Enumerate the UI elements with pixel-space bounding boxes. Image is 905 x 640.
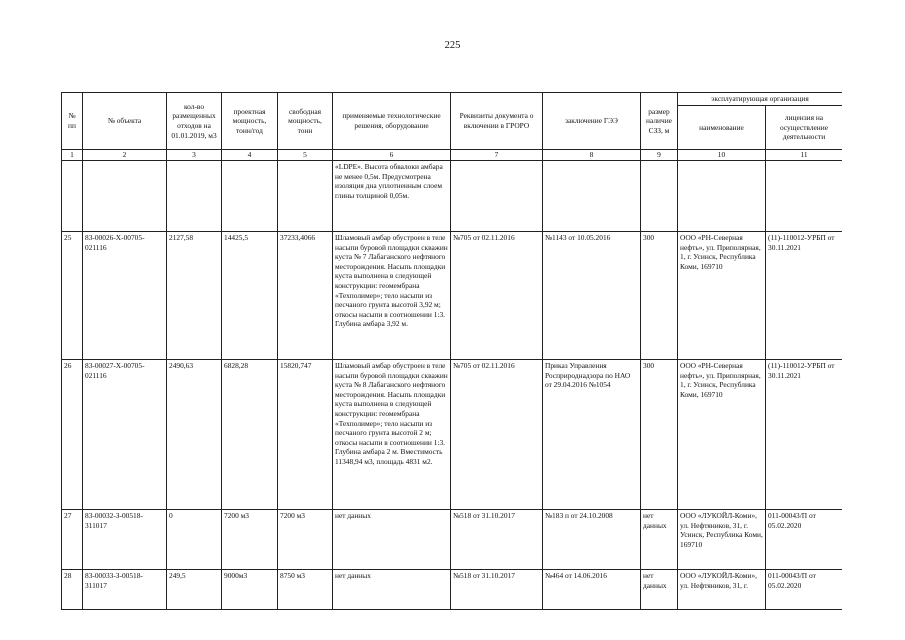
- header-gee: заключение ГЭЭ: [543, 93, 641, 150]
- column-number: 7: [451, 150, 543, 161]
- cell-groro: №705 от 02.11.2016: [451, 360, 543, 510]
- cell-groro: №518 от 31.10.2017: [451, 510, 543, 570]
- cell-license: 011-00043/П от 05.02.2020: [766, 570, 843, 610]
- cell-org: ООО «ЛУКОЙЛ-Коми», ул. Нефтяников, 31, г. Усинск, Республика Коми, 169710: [678, 510, 766, 570]
- header-design-capacity: проектная мощность, тонн/год: [222, 93, 278, 150]
- cell-num: 28: [62, 570, 83, 610]
- cell-szz: 300: [641, 360, 678, 510]
- cell-license: (11)-110012-УРБП от 30.11.2021: [766, 360, 843, 510]
- waste-objects-table: [61, 92, 842, 610]
- cell-szz: нет данных: [641, 570, 678, 610]
- header-num: № пп: [62, 93, 83, 150]
- cell-waste-qty: 249,5: [167, 570, 222, 610]
- cell-num: 25: [62, 232, 83, 360]
- cell-free-capacity: 8750 м3: [278, 570, 333, 610]
- waste-objects-table-container: [61, 92, 842, 640]
- cell-tech: Шламовый амбар обустроен в теле насыпи буровой площадки скважин куста № 8 Лабаганского нефтяного месторождения. Насыпь площадки куста выполнена в следующей конструкции: геомембрана «Техполимер»; тело насыпи из песчаного грунта высотой 2 м; откосы насыпи в соотношении 1:3. Глубина амбара 2 м. Вместимость 11348,94 м3, площадь 4831 м2.: [333, 360, 451, 510]
- cell-gee: №464 от 14.06.2016: [543, 570, 641, 610]
- cell-szz: 300: [641, 232, 678, 360]
- cell-tech: нет данных: [333, 570, 451, 610]
- cell-groro: №705 от 02.11.2016: [451, 232, 543, 360]
- column-number: 3: [167, 150, 222, 161]
- cell-tech: «LDPE». Высота обвалоки амбара не менее 0,5м. Предусмотрена изоляция дна уплотненным слоем глины толщиной 0,05м.: [333, 161, 451, 232]
- cell-free-capacity: 15820,747: [278, 360, 333, 510]
- column-number: 2: [83, 150, 167, 161]
- header-license: лицензия на осуществление деятельности: [766, 106, 843, 150]
- column-number: 6: [333, 150, 451, 161]
- cell-waste-qty: 2490,63: [167, 360, 222, 510]
- page-number: 225: [444, 40, 461, 51]
- header-org-name: наименование: [678, 106, 766, 150]
- header-waste-qty: кол-во размещенных отходов на 01.01.2019, м3: [167, 93, 222, 150]
- column-number: 10: [678, 150, 766, 161]
- header-tech-solutions: применяемые технологические решения, оборудование: [333, 93, 451, 150]
- cell-license: 011-00043/П от 05.02.2020: [766, 510, 843, 570]
- cell-waste-qty: 2127,58: [167, 232, 222, 360]
- cell-design-capacity: 9000м3: [222, 570, 278, 610]
- cell-num: 27: [62, 510, 83, 570]
- table-row: [62, 360, 843, 510]
- column-number: 8: [543, 150, 641, 161]
- cell-design-capacity: 14425,5: [222, 232, 278, 360]
- cell-gee: №1143 от 10.05.2016: [543, 232, 641, 360]
- table-row: [62, 510, 843, 570]
- cell-groro: №518 от 31.10.2017: [451, 570, 543, 610]
- header-org-group: эксплуатирующая организация: [678, 93, 843, 106]
- header-object: № объекта: [83, 93, 167, 150]
- column-number: 11: [766, 150, 843, 161]
- header-szz: размер наличие СЗЗ, м: [641, 93, 678, 150]
- header-free-capacity: свободная мощность, тонн: [278, 93, 333, 150]
- column-number: 4: [222, 150, 278, 161]
- cell-object: 83-00032-З-00518-311017: [83, 510, 167, 570]
- cell-free-capacity: 37233,4066: [278, 232, 333, 360]
- cell-tech: Шламовый амбар обустроен в теле насыпи буровой площадки скважин куста № 7 Лабаганского нефтяного месторождения. Насыпь площадки куста выполнена в следующей конструкции: геомембрана «Техполимер»; тело насыпи из песчаного грунта высотой 3,92 м; откосы насыпи в соотношении 1:3. Глубина амбара 3,92 м.: [333, 232, 451, 360]
- column-number-row: [62, 150, 843, 161]
- cell-design-capacity: 7200 м3: [222, 510, 278, 570]
- cell-num: 26: [62, 360, 83, 510]
- table-row: [62, 232, 843, 360]
- cell-szz: нет данных: [641, 510, 678, 570]
- cell-tech: нет данных: [333, 510, 451, 570]
- cell-waste-qty: 0: [167, 510, 222, 570]
- header-groro: Реквизиты документа о включении в ГРОРО: [451, 93, 543, 150]
- cell-gee: №183 п от 24.10.2008: [543, 510, 641, 570]
- cell-org: ООО «РН-Северная нефть», ул. Приполярная, 1, г. Усинск, Республика Коми, 169710: [678, 360, 766, 510]
- cell-design-capacity: 6828,28: [222, 360, 278, 510]
- table-row: [62, 570, 843, 610]
- cell-object: 83-00026-Х-00705-021116: [83, 232, 167, 360]
- cell-free-capacity: 7200 м3: [278, 510, 333, 570]
- column-number: 9: [641, 150, 678, 161]
- cell-object: 83-00027-Х-00705-021116: [83, 360, 167, 510]
- cell-object: 83-00033-З-00518-311017: [83, 570, 167, 610]
- cell-org: ООО «ЛУКОЙЛ-Коми», ул. Нефтяников, 31, г.: [678, 570, 766, 610]
- column-number: 5: [278, 150, 333, 161]
- column-number: 1: [62, 150, 83, 161]
- cell-license: (11)-110012-УРБП от 30.11.2021: [766, 232, 843, 360]
- cell-gee: Приказ Управления Росприроднадзора по НАО от 29.04.2016 №1054: [543, 360, 641, 510]
- table-row-continuation: [62, 161, 843, 232]
- cell-org: ООО «РН-Северная нефть», ул. Приполярная, 1, г. Усинск, Республика Коми, 169710: [678, 232, 766, 360]
